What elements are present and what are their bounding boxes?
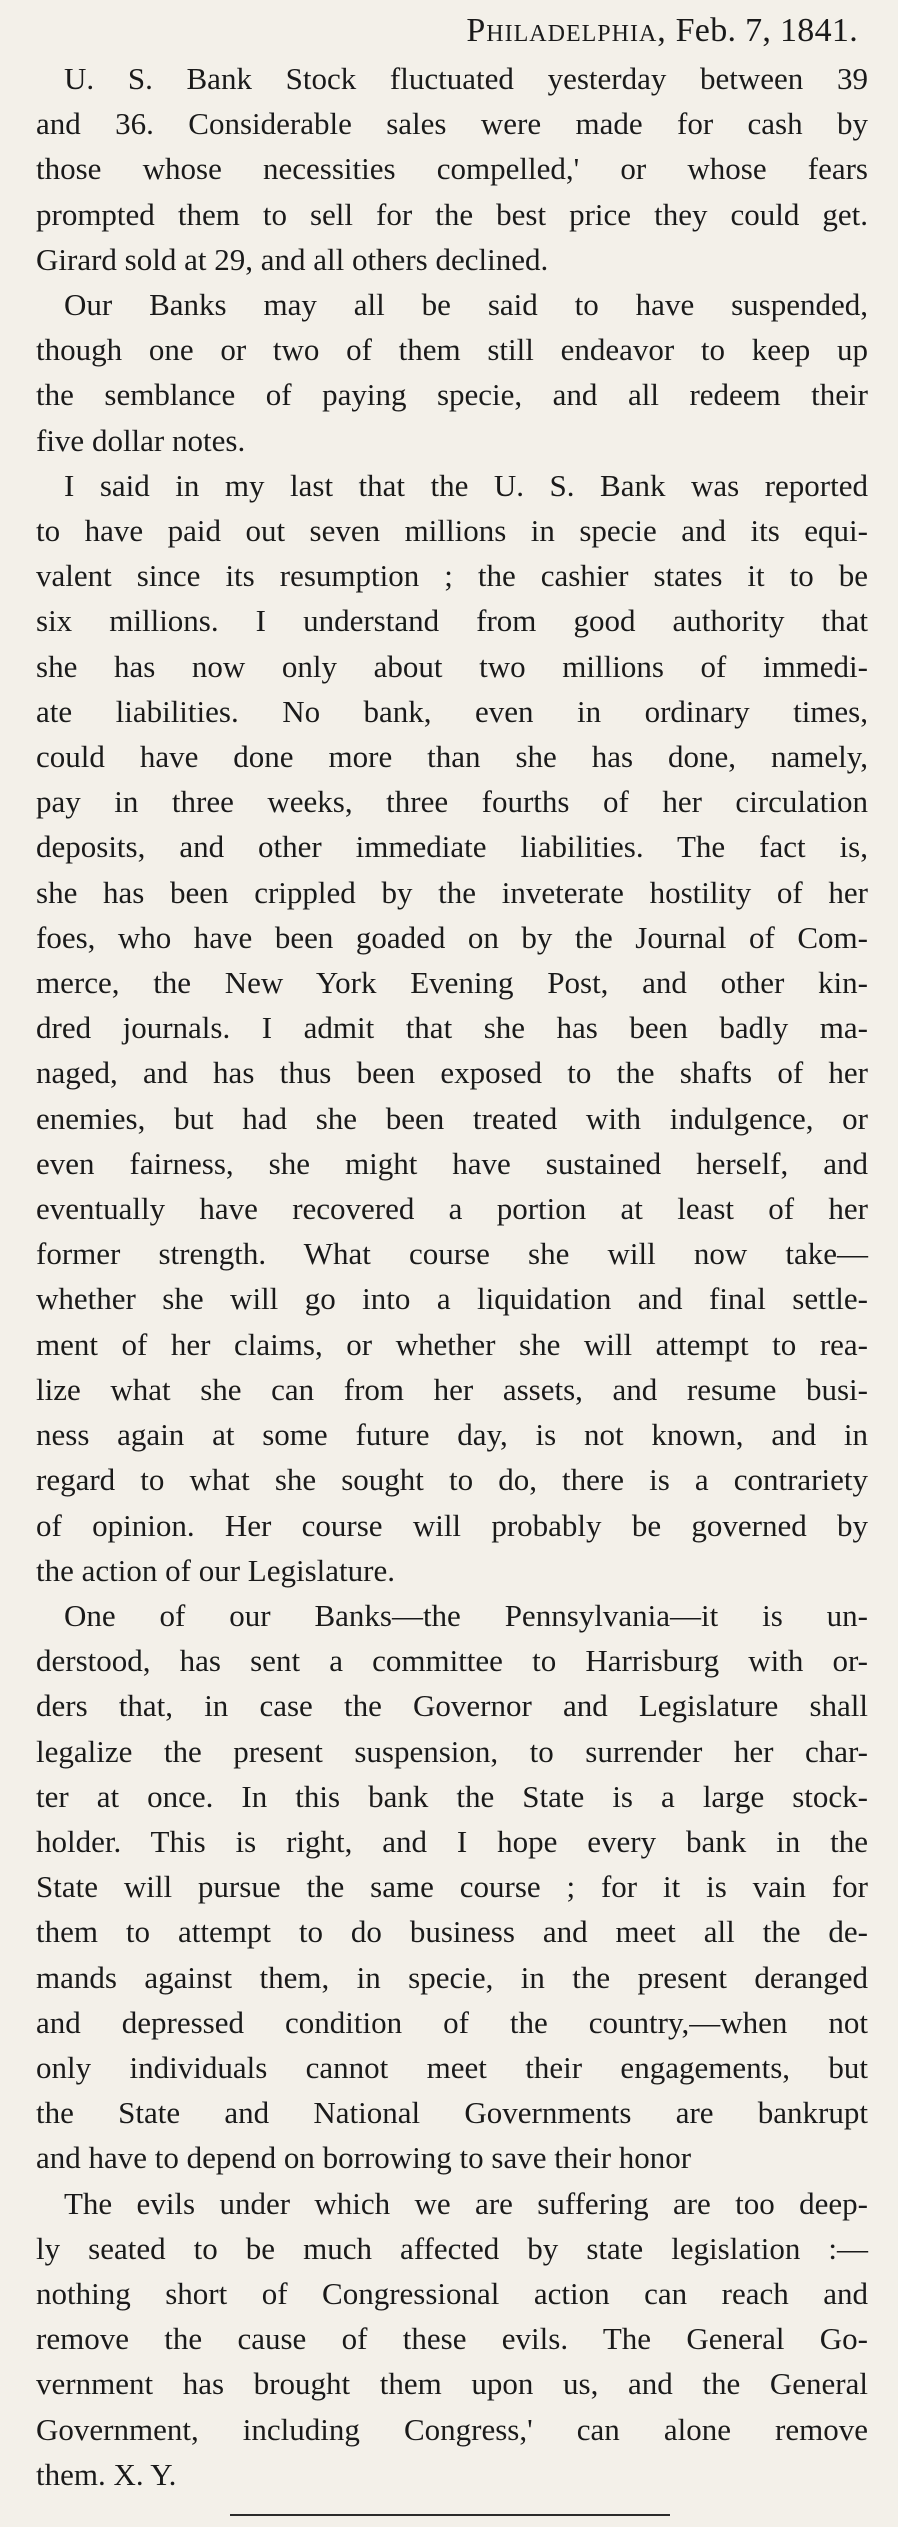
text-line: State will pursue the same course ; for it is vain for bbox=[36, 1869, 868, 1905]
text-line: and have to depend on borrowing to save their honor bbox=[36, 2140, 692, 2176]
text-line: former strength. What course she will now take— bbox=[36, 1236, 868, 1272]
text-line: mands against them, in specie, in the present deranged bbox=[36, 1959, 868, 1995]
text-line: five dollar notes. bbox=[36, 422, 246, 458]
text-line: Girard sold at 29, and all others declined. bbox=[36, 241, 549, 277]
text-line: dred journals. I admit that she has been badly ma- bbox=[36, 1010, 868, 1046]
text-line: them. bbox=[36, 2456, 106, 2492]
text-line: the action of our Legislature. bbox=[36, 1552, 395, 1588]
text-line: to have paid out seven millions in specie and its equi- bbox=[36, 513, 868, 549]
dateline-place: Philadelphia, bbox=[466, 12, 667, 49]
text-line: foes, who have been goaded on by the Journal of Com- bbox=[36, 919, 868, 955]
text-line: and depressed condition of the country,—when not bbox=[36, 2004, 868, 2040]
text-line: of opinion. Her course will probably be governed by bbox=[36, 1507, 868, 1543]
text-line: ders that, in case the Governor and Legislature shall bbox=[36, 1688, 868, 1724]
text-line: lize what she can from her assets, and resume busi- bbox=[36, 1371, 868, 1407]
text-line: she has been crippled by the inveterate hostility of her bbox=[36, 874, 868, 910]
signature: X. Y. bbox=[113, 2456, 177, 2492]
paragraph-2 bbox=[36, 282, 868, 463]
paragraph-5 bbox=[36, 2181, 868, 2497]
text-line: enemies, but had she been treated with indulgence, or bbox=[36, 1100, 868, 1136]
dateline bbox=[36, 8, 858, 53]
text-line: whether she will go into a liquidation and final settle- bbox=[36, 1281, 868, 1317]
paragraph-3 bbox=[36, 463, 868, 1593]
text-line: ness again at some future day, is not known, and in bbox=[36, 1417, 868, 1453]
dateline-date: Feb. 7, 1841. bbox=[675, 12, 858, 49]
text-line: ter at once. In this bank the State is a large stock- bbox=[36, 1778, 868, 1814]
text-line: prompted them to sell for the best price they could get. bbox=[36, 196, 868, 232]
paragraph-1 bbox=[36, 56, 868, 282]
text-line: valent since its resumption ; the cashier states it to be bbox=[36, 558, 868, 594]
text-line: eventually have recovered a portion at least of her bbox=[36, 1191, 868, 1227]
text-line: the State and National Governments are bankrupt bbox=[36, 2095, 868, 2131]
text-line: One of our Banks—the Pennsylvania—it is un- bbox=[64, 1597, 868, 1633]
text-line: even fairness, she might have sustained herself, and bbox=[36, 1145, 868, 1181]
text-line: vernment has brought them upon us, and the General bbox=[36, 2366, 868, 2402]
text-line: the semblance of paying specie, and all redeem their bbox=[36, 377, 868, 413]
text-line: and 36. Considerable sales were made for cash by bbox=[36, 106, 868, 142]
divider-rule bbox=[230, 2514, 670, 2516]
text-line: though one or two of them still endeavor to keep up bbox=[36, 332, 868, 368]
text-line: ly seated to be much affected by state legislation :— bbox=[36, 2230, 868, 2266]
text-line: Our Banks may all be said to have suspended, bbox=[64, 287, 868, 323]
paragraph-4 bbox=[36, 1593, 868, 2181]
text-line: I said in my last that the U. S. Bank was reported bbox=[64, 467, 868, 503]
text-line: regard to what she sought to do, there is a contrariety bbox=[36, 1462, 868, 1498]
text-line: naged, and has thus been exposed to the shafts of her bbox=[36, 1055, 868, 1091]
text-line: nothing short of Congressional action can reach and bbox=[36, 2275, 868, 2311]
text-line: those whose necessities compelled,' or whose fears bbox=[36, 151, 868, 187]
closing-line bbox=[36, 2452, 868, 2497]
text-line: them to attempt to do business and meet all the de- bbox=[36, 1914, 868, 1950]
text-line: pay in three weeks, three fourths of her circulation bbox=[36, 784, 868, 820]
text-line: could have done more than she has done, namely, bbox=[36, 739, 868, 775]
text-line: The evils under which we are suffering are too deep- bbox=[64, 2185, 868, 2221]
text-line: derstood, has sent a committee to Harrisburg with or- bbox=[36, 1643, 868, 1679]
text-line: holder. This is right, and I hope every bank in the bbox=[36, 1823, 868, 1859]
text-line: ment of her claims, or whether she will attempt to rea- bbox=[36, 1326, 868, 1362]
text-line: remove the cause of these evils. The General Go- bbox=[36, 2321, 868, 2357]
text-line: U. S. Bank Stock fluctuated yesterday between 39 bbox=[64, 61, 868, 96]
text-line: deposits, and other immediate liabilities. The fact is, bbox=[36, 829, 868, 865]
text-line: Government, including Congress,' can alone remove bbox=[36, 2411, 868, 2447]
text-line: merce, the New York Evening Post, and other kin- bbox=[36, 965, 868, 1001]
text-line: she has now only about two millions of immedi- bbox=[36, 648, 868, 684]
text-line: only individuals cannot meet their engagements, but bbox=[36, 2049, 868, 2085]
text-line: legalize the present suspension, to surrender her char- bbox=[36, 1733, 868, 1769]
text-line: six millions. I understand from good authority that bbox=[36, 603, 868, 639]
text-line: ate liabilities. No bank, even in ordinary times, bbox=[36, 693, 868, 729]
